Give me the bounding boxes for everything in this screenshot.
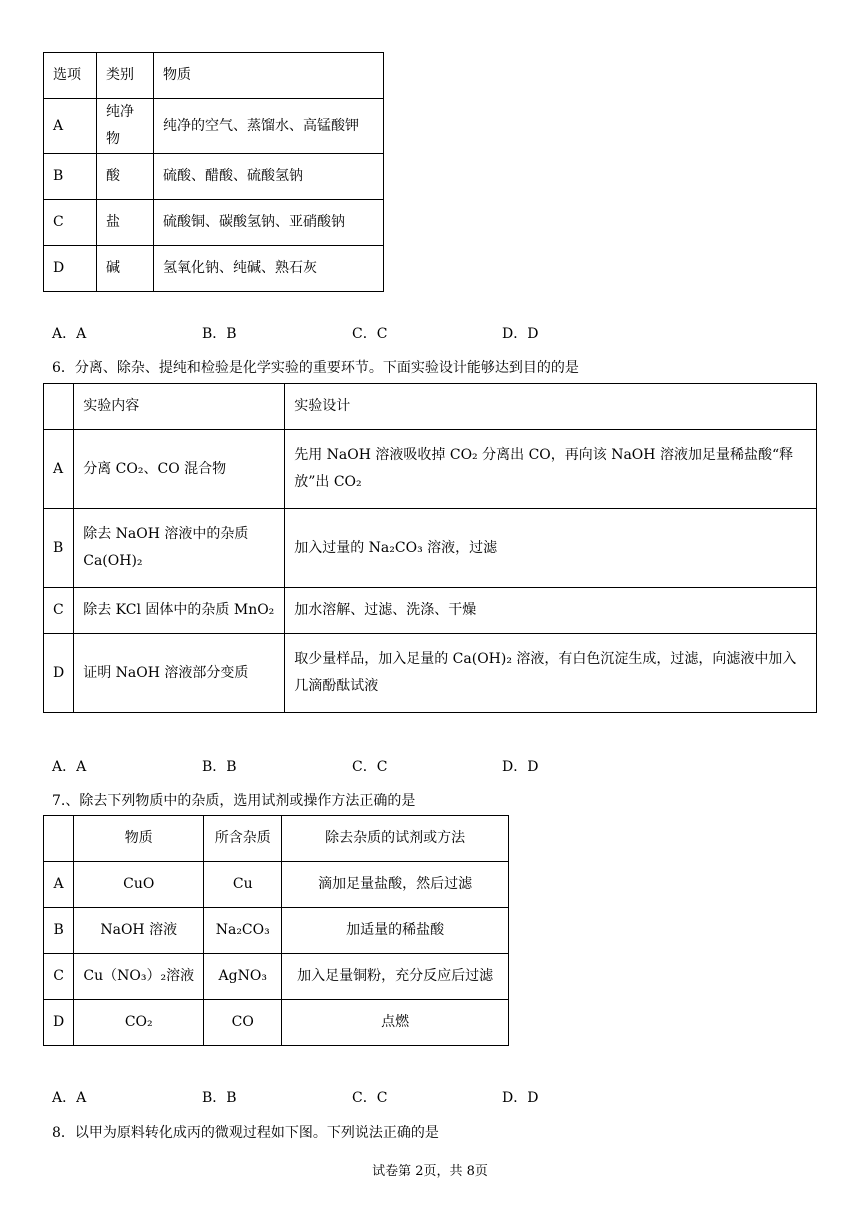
option-c[interactable]: C．C — [352, 1090, 388, 1106]
header-cell: 选项 — [44, 53, 97, 99]
option-c[interactable]: C．C — [352, 326, 388, 342]
header-cell: 物质 — [154, 53, 384, 99]
content-cell: 证明 NaOH 溶液部分变质 — [74, 634, 285, 713]
table-row — [44, 99, 384, 154]
option-b[interactable]: B．B — [202, 1090, 237, 1106]
q6-table — [43, 383, 817, 713]
option-cell: A — [44, 99, 97, 154]
option-a[interactable]: A．A — [52, 326, 87, 342]
option-cell: A — [44, 430, 74, 509]
substance-cell: 硫酸铜、碳酸氢钠、亚硝酸钠 — [154, 200, 384, 246]
option-cell: A — [44, 862, 74, 908]
option-a[interactable]: A．A — [52, 759, 87, 775]
option-b[interactable]: B．B — [202, 759, 237, 775]
table-row — [44, 1000, 509, 1046]
option-a[interactable]: A．A — [52, 1090, 87, 1106]
substance-cell: Cu（NO₃）₂溶液 — [74, 954, 204, 1000]
substance-cell: CO₂ — [74, 1000, 204, 1046]
substance-cell: 硫酸、醋酸、硫酸氢钠 — [154, 154, 384, 200]
substance-cell: NaOH 溶液 — [74, 908, 204, 954]
page-footer: 试卷第 2页，共 8页 — [372, 1164, 488, 1179]
design-cell: 加水溶解、过滤、洗涤、干燥 — [285, 588, 817, 634]
option-cell: D — [44, 1000, 74, 1046]
table-header-row — [44, 816, 509, 862]
method-cell: 滴加足量盐酸，然后过滤 — [282, 862, 509, 908]
method-cell: 加适量的稀盐酸 — [282, 908, 509, 954]
option-d[interactable]: D．D — [502, 759, 539, 775]
q6-stem: 6．分离、除杂、提纯和检验是化学实验的重要环节。下面实验设计能够达到目的的是 — [52, 360, 579, 376]
table-row — [44, 588, 817, 634]
table-row — [44, 246, 384, 292]
design-cell: 先用 NaOH 溶液吸收掉 CO₂ 分离出 CO，再向该 NaOH 溶液加足量稀盐酸“释放”出 CO₂ — [285, 430, 817, 509]
substance-cell: 氢氧化钠、纯碱、熟石灰 — [154, 246, 384, 292]
option-cell: B — [44, 154, 97, 200]
content-cell: 除去 NaOH 溶液中的杂质 Ca(OH)₂ — [74, 509, 285, 588]
impurity-cell: Na₂CO₃ — [204, 908, 282, 954]
substance-cell: CuO — [74, 862, 204, 908]
method-cell: 加入足量铜粉，充分反应后过滤 — [282, 954, 509, 1000]
header-cell — [44, 816, 74, 862]
method-cell: 点燃 — [282, 1000, 509, 1046]
impurity-cell: CO — [204, 1000, 282, 1046]
design-cell: 取少量样品，加入足量的 Ca(OH)₂ 溶液，有白色沉淀生成，过滤，向滤液中加入几滴酚酞试液 — [285, 634, 817, 713]
table-row — [44, 954, 509, 1000]
table-row — [44, 862, 509, 908]
category-cell: 酸 — [97, 154, 154, 200]
table-row — [44, 509, 817, 588]
q8-stem: 8．以甲为原料转化成丙的微观过程如下图。下列说法正确的是 — [52, 1125, 439, 1141]
substance-cell: 纯净的空气、蒸馏水、高锰酸钾 — [154, 99, 384, 154]
content-cell: 除去 KCl 固体中的杂质 MnO₂ — [74, 588, 285, 634]
option-c[interactable]: C．C — [352, 759, 388, 775]
header-cell: 实验内容 — [74, 384, 285, 430]
table-header-row — [44, 384, 817, 430]
header-cell: 物质 — [74, 816, 204, 862]
impurity-cell: Cu — [204, 862, 282, 908]
content-cell: 分离 CO₂、CO 混合物 — [74, 430, 285, 509]
option-cell: B — [44, 908, 74, 954]
table-row — [44, 634, 817, 713]
option-d[interactable]: D．D — [502, 326, 539, 342]
design-cell: 加入过量的 Na₂CO₃ 溶液，过滤 — [285, 509, 817, 588]
option-cell: D — [44, 246, 97, 292]
q7-stem: 7.、除去下列物质中的杂质，选用试剂或操作方法正确的是 — [52, 793, 416, 809]
header-cell — [44, 384, 74, 430]
option-b[interactable]: B．B — [202, 326, 237, 342]
q5-table — [43, 52, 384, 292]
option-d[interactable]: D．D — [502, 1090, 539, 1106]
impurity-cell: AgNO₃ — [204, 954, 282, 1000]
header-cell: 所含杂质 — [204, 816, 282, 862]
option-cell: C — [44, 588, 74, 634]
table-header-row — [44, 53, 384, 99]
q7-table — [43, 815, 509, 1046]
header-cell: 类别 — [97, 53, 154, 99]
header-cell: 实验设计 — [285, 384, 817, 430]
table-row — [44, 154, 384, 200]
option-cell: C — [44, 954, 74, 1000]
table-row — [44, 908, 509, 954]
option-cell: B — [44, 509, 74, 588]
option-cell: D — [44, 634, 74, 713]
category-cell: 盐 — [97, 200, 154, 246]
table-row — [44, 200, 384, 246]
category-cell: 碱 — [97, 246, 154, 292]
option-cell: C — [44, 200, 97, 246]
header-cell: 除去杂质的试剂或方法 — [282, 816, 509, 862]
table-row — [44, 430, 817, 509]
category-cell: 纯净物 — [97, 99, 154, 154]
